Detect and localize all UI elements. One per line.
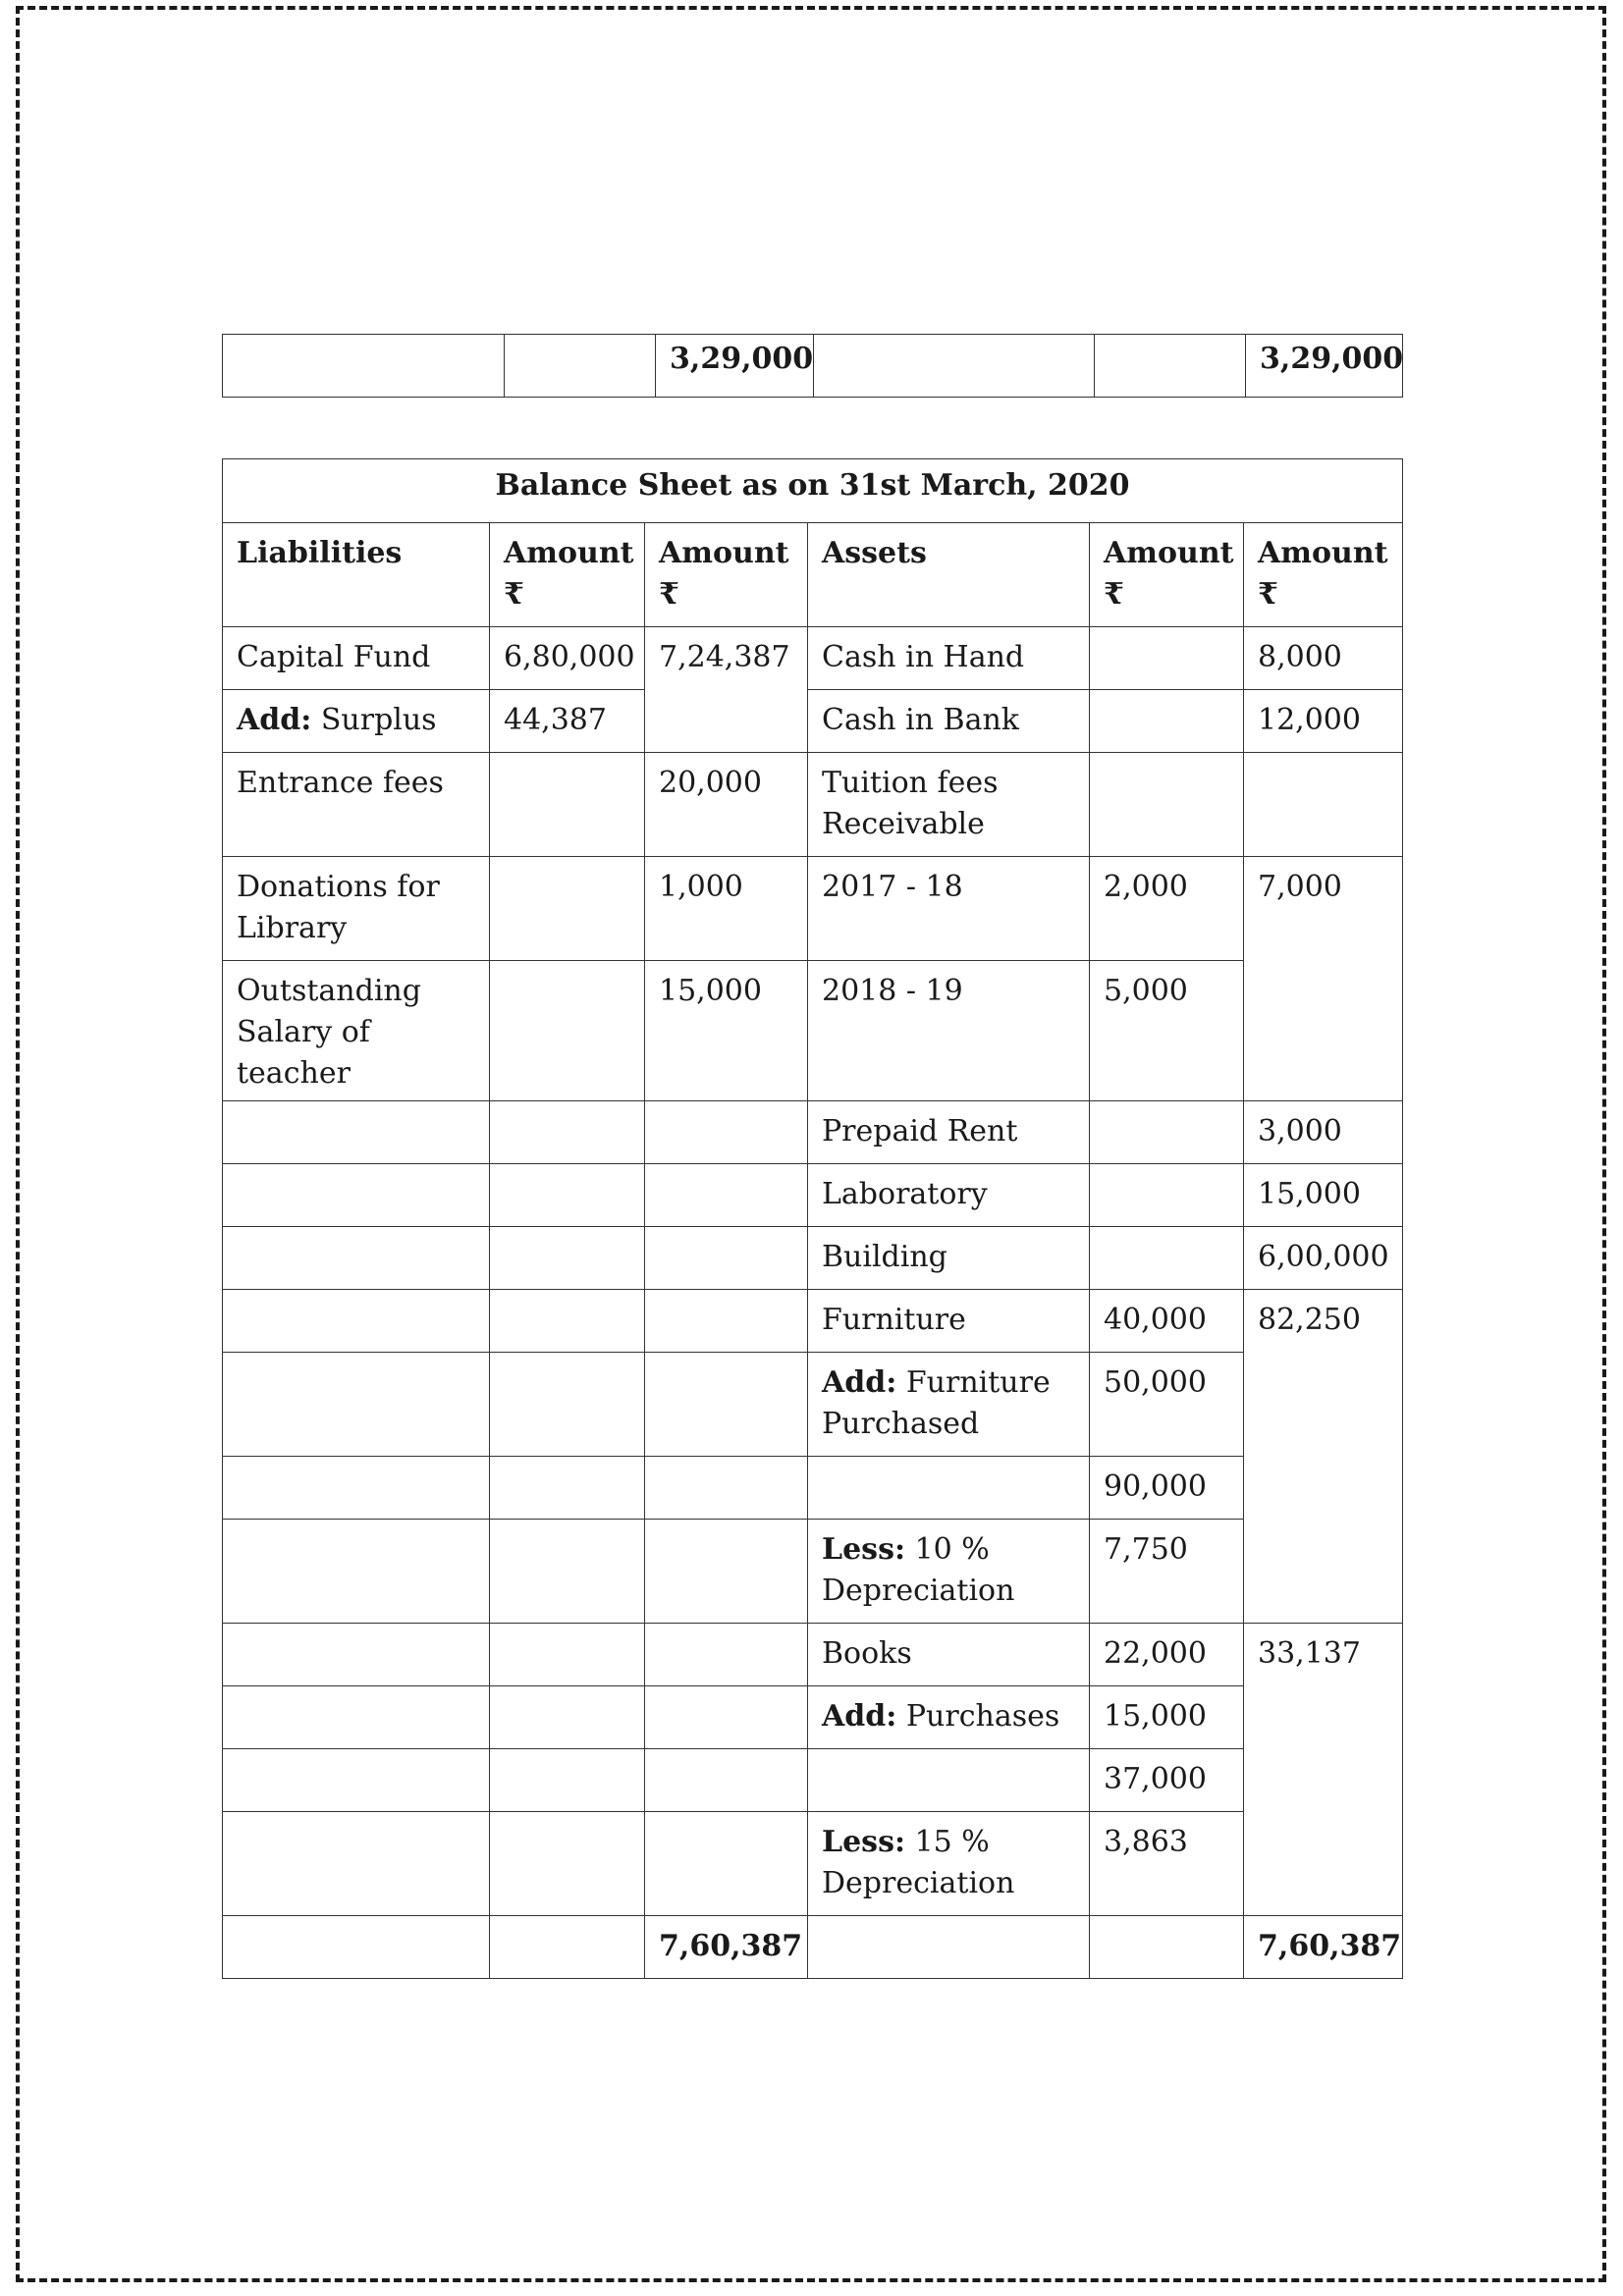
balance-sheet-title: Balance Sheet as on 31st March, 2020 (223, 459, 1403, 523)
balance-sheet-table (222, 458, 1403, 1979)
carry-over-assets-total: 3,29,000 (1246, 335, 1403, 398)
table-row (223, 1353, 1403, 1457)
cell-empty (223, 1353, 490, 1457)
cell-empty (490, 1353, 645, 1457)
cell-empty (490, 961, 645, 1101)
entrance-fees-label: Entrance fees (223, 753, 490, 857)
cell-empty (223, 1520, 490, 1624)
books-amount: 22,000 (1090, 1624, 1244, 1686)
cell-empty (1090, 1227, 1244, 1290)
furniture-depreciation-amount: 7,750 (1090, 1520, 1244, 1624)
capital-fund-amount: 6,80,000 (490, 627, 645, 690)
laboratory-amount: 15,000 (1244, 1164, 1403, 1227)
cell-empty (223, 1227, 490, 1290)
outstanding-salary-amount: 15,000 (645, 961, 808, 1101)
assets-grand-total: 7,60,387 (1244, 1916, 1403, 1979)
cell-empty (490, 1520, 645, 1624)
table-row (223, 1457, 1403, 1520)
cell-empty (808, 1749, 1090, 1812)
furniture-label: Furniture (808, 1290, 1090, 1353)
header-amount: Amount ₹ (1244, 523, 1403, 627)
cell-empty (490, 1290, 645, 1353)
table-row (223, 1812, 1403, 1916)
prepaid-rent-amount: 3,000 (1244, 1101, 1403, 1164)
cash-in-bank-label: Cash in Bank (808, 690, 1090, 753)
header-amount: Amount ₹ (490, 523, 645, 627)
cell-empty (490, 1624, 645, 1686)
cash-in-hand-amount: 8,000 (1244, 627, 1403, 690)
cell-empty (1090, 1164, 1244, 1227)
laboratory-label: Laboratory (808, 1164, 1090, 1227)
cell-empty (490, 753, 645, 857)
cell-empty (490, 1457, 645, 1520)
cell-empty (645, 1290, 808, 1353)
cell-empty (1244, 753, 1403, 857)
header-amount: Amount ₹ (1090, 523, 1244, 627)
table-row (223, 961, 1403, 1101)
cash-in-bank-amount: 12,000 (1244, 690, 1403, 753)
rupee-icon: ₹ (504, 577, 524, 612)
books-purchases-amount: 15,000 (1090, 1686, 1244, 1749)
cell-empty (645, 1686, 808, 1749)
cash-in-hand-label: Cash in Hand (808, 627, 1090, 690)
cell-empty (645, 1624, 808, 1686)
building-amount: 6,00,000 (1244, 1227, 1403, 1290)
books-depreciation-amount: 3,863 (1090, 1812, 1244, 1916)
rupee-icon: ₹ (659, 577, 679, 612)
table-row (223, 1227, 1403, 1290)
cell-empty (1095, 335, 1246, 398)
year-2018-19-label: 2018 - 19 (808, 961, 1090, 1101)
table-row (223, 627, 1403, 690)
cell-empty (223, 1916, 490, 1979)
furniture-purchased-label: Add: Furniture Purchased (808, 1353, 1090, 1457)
carry-over-liabilities-total: 3,29,000 (656, 335, 814, 398)
cell-empty (490, 1686, 645, 1749)
table-row (223, 1686, 1403, 1749)
cell-empty (490, 1749, 645, 1812)
totals-row (223, 1916, 1403, 1979)
table-row (223, 1749, 1403, 1812)
cell-empty (814, 335, 1095, 398)
cell-empty (223, 1101, 490, 1164)
carry-over-row (223, 335, 1403, 398)
donations-amount: 1,000 (645, 857, 808, 961)
cell-empty (645, 1749, 808, 1812)
header-row (223, 523, 1403, 627)
surplus-label: Add: Surplus (223, 690, 490, 753)
books-subtotal: 37,000 (1090, 1749, 1244, 1812)
rupee-icon: ₹ (1258, 577, 1278, 612)
table-row (223, 857, 1403, 961)
books-total: 33,137 (1244, 1624, 1403, 1916)
tuition-fees-label: Tuition fees Receivable (808, 753, 1090, 857)
furniture-depreciation-label: Less: 10 % Depreciation (808, 1520, 1090, 1624)
cell-empty (645, 1227, 808, 1290)
cell-empty (223, 1812, 490, 1916)
furniture-amount: 40,000 (1090, 1290, 1244, 1353)
cell-empty (1090, 690, 1244, 753)
cell-empty (645, 1520, 808, 1624)
cell-empty (645, 1812, 808, 1916)
cell-empty (1090, 1101, 1244, 1164)
table-row (223, 690, 1403, 753)
cell-empty (1090, 1916, 1244, 1979)
cell-empty (1090, 627, 1244, 690)
carry-over-table (222, 334, 1403, 398)
cell-empty (645, 1353, 808, 1457)
tuition-total: 7,000 (1244, 857, 1403, 1101)
capital-total: 7,24,387 (645, 627, 808, 753)
cell-empty (490, 1227, 645, 1290)
year-2018-19-amount: 5,000 (1090, 961, 1244, 1101)
cell-empty (490, 1164, 645, 1227)
entrance-fees-amount: 20,000 (645, 753, 808, 857)
table-row (223, 753, 1403, 857)
furniture-total: 82,250 (1244, 1290, 1403, 1624)
cell-empty (223, 1749, 490, 1812)
header-liabilities: Liabilities (223, 523, 490, 627)
table-row (223, 1101, 1403, 1164)
cell-empty (490, 1812, 645, 1916)
cell-empty (808, 1457, 1090, 1520)
cell-empty (505, 335, 656, 398)
table-row (223, 1520, 1403, 1624)
building-label: Building (808, 1227, 1090, 1290)
year-2017-18-label: 2017 - 18 (808, 857, 1090, 961)
cell-empty (645, 1457, 808, 1520)
furniture-purchased-amount: 50,000 (1090, 1353, 1244, 1457)
table-row (223, 1290, 1403, 1353)
cell-empty (645, 1164, 808, 1227)
outstanding-salary-label: Outstanding Salary of teacher (223, 961, 490, 1101)
cell-empty (645, 1101, 808, 1164)
liabilities-grand-total: 7,60,387 (645, 1916, 808, 1979)
cell-empty (223, 1624, 490, 1686)
cell-empty (490, 1916, 645, 1979)
table-row (223, 1624, 1403, 1686)
cell-empty (490, 857, 645, 961)
cell-empty (1090, 753, 1244, 857)
year-2017-18-amount: 2,000 (1090, 857, 1244, 961)
cell-empty (223, 1290, 490, 1353)
furniture-subtotal: 90,000 (1090, 1457, 1244, 1520)
capital-fund-label: Capital Fund (223, 627, 490, 690)
books-purchases-label: Add: Purchases (808, 1686, 1090, 1749)
prepaid-rent-label: Prepaid Rent (808, 1101, 1090, 1164)
donations-label: Donations for Library (223, 857, 490, 961)
header-amount: Amount ₹ (645, 523, 808, 627)
cell-empty (490, 1101, 645, 1164)
cell-empty (223, 1457, 490, 1520)
header-assets: Assets (808, 523, 1090, 627)
cell-empty (223, 1164, 490, 1227)
surplus-amount: 44,387 (490, 690, 645, 753)
rupee-icon: ₹ (1104, 577, 1124, 612)
cell-empty (223, 335, 505, 398)
books-depreciation-label: Less: 15 % Depreciation (808, 1812, 1090, 1916)
title-row (223, 459, 1403, 523)
cell-empty (223, 1686, 490, 1749)
table-row (223, 1164, 1403, 1227)
books-label: Books (808, 1624, 1090, 1686)
cell-empty (808, 1916, 1090, 1979)
